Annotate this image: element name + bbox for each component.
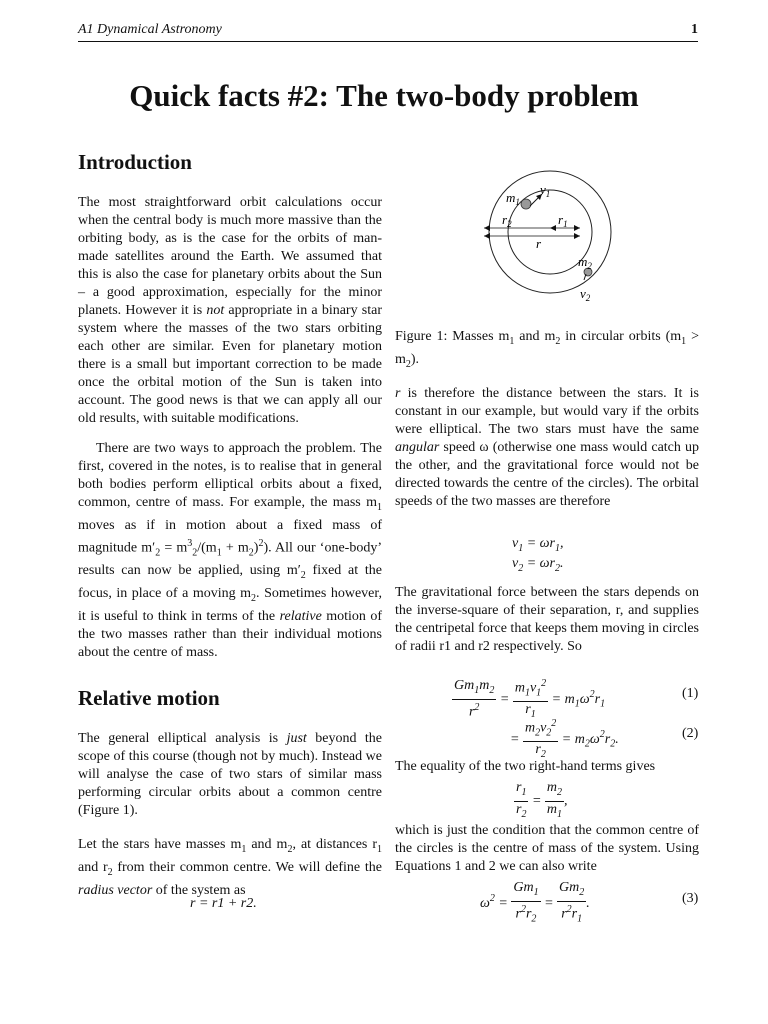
page-number: 1	[691, 22, 698, 37]
orbit-figure	[470, 170, 630, 310]
equation-2-number: (2)	[682, 726, 699, 741]
running-header-title: A1 Dynamical Astronomy	[78, 22, 222, 37]
header-rule	[78, 41, 698, 42]
right-paragraph-4: which is just the condition that the common centre of the circles is the centre of mass of the system. Using Equations 1 and 2 we can also write	[395, 823, 699, 874]
page-title: Quick facts #2: The two-body problem	[129, 78, 639, 113]
r-arrowhead-right	[574, 233, 580, 239]
equation-v2: $v_2 = \omega r_2$.	[512, 556, 564, 574]
equation-3: $\omega^2$ = $\frac{Gm_1}{r^2r_2}$ = $\frac{Gm_2}{r^2r_1}$ .	[480, 880, 590, 925]
r-arrowhead-left	[484, 233, 490, 239]
equation-radius-vector: r = r1 + r2.	[190, 896, 257, 911]
mass-m1-dot	[521, 199, 531, 209]
r1-arrowhead	[574, 225, 580, 231]
label-v1: $v_1$	[540, 182, 551, 199]
right-paragraph-3: The equality of the two right-hand terms gives	[395, 759, 656, 774]
equation-2: = $\frac{m_2v_2^2}{r_2}$ = $m_2\omega^2r_2$.	[510, 718, 619, 761]
figure-caption: Figure 1: Masses $m_1$ and $m_2$ in circular orbits $(m_1 > m_2)$.	[395, 329, 700, 370]
equation-3-number: (3)	[682, 891, 699, 906]
relative-paragraph-2: Let the stars have masses $m_1$ and $m_2$, at distances $r_1$ and $r_2$ from their common centre. We will define the radius vector of the system as	[78, 837, 383, 898]
label-v2: $v_2$	[580, 286, 591, 303]
r2-arrowhead	[484, 225, 490, 231]
intro-text	[78, 194, 382, 662]
right-paragraph-1: r is therefore the distance between the stars. It is constant in our example, but would vary if the orbits were elliptical. The two stars must have the same angular speed ω (otherwise one mass would catch up the other, and the gravitational force would not be directed towards the centre of the circles). The orbital speeds of the two masses are therefore	[395, 386, 699, 509]
relative-paragraph-1: The general elliptical analysis is just beyond the scope of this course (though not by much). Instead we will analyse the case of two stars of similar mass performing circular orbits about a common centre (Figure 1).	[78, 731, 382, 818]
right-paragraph-2: The gravitational force between the stars depends on the inverse-square of their separation, r, and supplies the centripetal force that keeps them moving in circles of radii r1 and r2 respectively. So	[395, 585, 699, 654]
label-m1: $m_1$	[506, 190, 520, 207]
intro-paragraph-1: The most straightforward orbit calculations occur when the central body is much more massive than the orbiting body, as is the case for the orbits of man-made satellites around the Earth. We assumed that this is also the case for planetary orbits about the Sun – a good approximation, especially for the minor planets. However it is not appropriate in a binary star system where the masses of the two stars orbiting each other are similar. Even for planetary motion there is a small but important correction to be made once the orbital motion of the Sun is taken into account. The good news is that we can apply all our old results, with suitable modifications.	[78, 195, 382, 426]
equation-ratio: $\frac{r_1}{r_2}$ = $\frac{m_2}{m_1}$ ,	[516, 780, 568, 820]
intro-paragraph-2: There are two ways to approach the problem. The first, covered in the notes, is to realise that in general both bodies perform elliptical orbits about a fixed, common, centre of mass. For example, the mass $m_1$ moves as if in motion about a fixed mass of magnitude $m'_2 = m^3_2/(m_1 + m_2)^2$). All our ‘one-body’ results can now be applied, using $m'_2$ fixed at the focus, in place of a moving $m_2$. Sometimes however, it is useful to think in terms of the relative motion of the two masses rather than their individual motions about the centre of mass.	[78, 441, 382, 660]
label-r1: $r_1$	[558, 212, 568, 229]
label-r2: $r_2$	[502, 212, 512, 229]
equation-v1: $v_1 = \omega r_1$,	[512, 536, 564, 554]
equation-1-number: (1)	[682, 686, 699, 701]
relative-text	[78, 730, 382, 900]
r1-arrowhead-left	[550, 225, 556, 231]
label-r: r	[536, 236, 542, 251]
section-heading-introduction: Introduction	[78, 150, 192, 174]
equation-1: $\frac{Gm_1m_2}{r^2}$ = $\frac{m_1v_1^2}{r_1}$ = $m_1\omega^2r_1$	[454, 678, 606, 721]
label-m2: $m_2$	[578, 254, 592, 271]
section-heading-relative-motion: Relative motion	[78, 686, 220, 710]
